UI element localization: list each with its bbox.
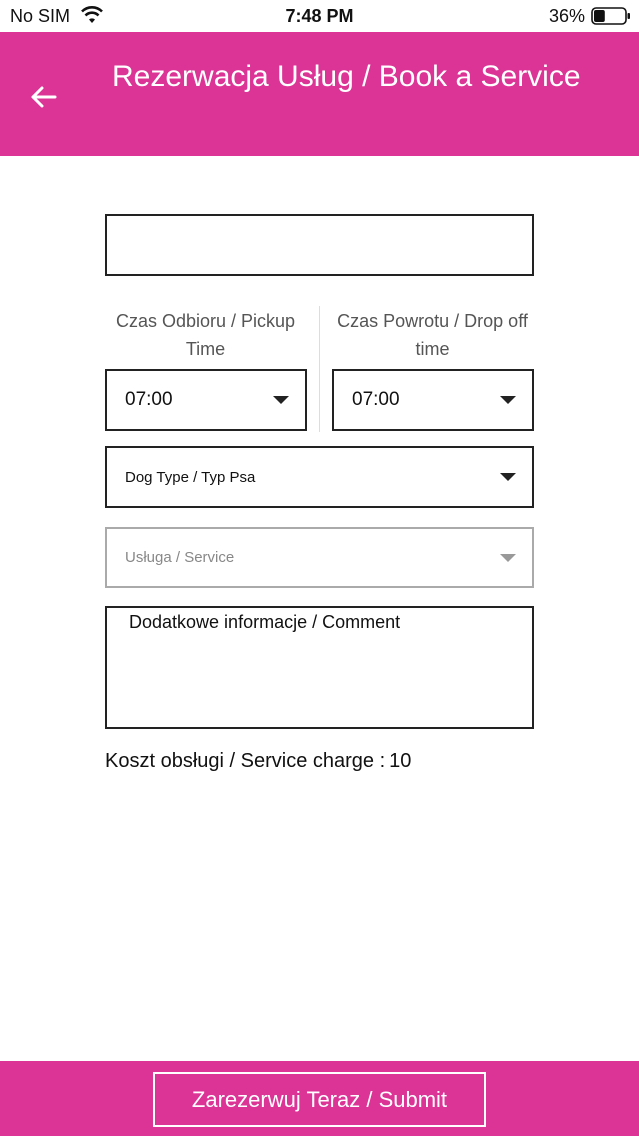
app-header [0, 32, 639, 156]
service-charge-label: Koszt obsługi / Service charge : [105, 750, 386, 772]
booking-text-input[interactable] [105, 214, 534, 276]
status-bar [0, 0, 639, 32]
divider [319, 306, 320, 432]
comment-placeholder: Dodatkowe informacje / Comment [129, 612, 401, 632]
service-select[interactable] [105, 527, 534, 588]
service-charge [105, 750, 411, 773]
pickup-time-select[interactable] [105, 369, 307, 431]
comment-textarea[interactable] [105, 606, 534, 729]
carrier-label: No SIM [10, 6, 71, 26]
arrow-left-icon [29, 85, 57, 109]
dropoff-time-select[interactable] [332, 369, 534, 431]
service-value: Usługa / Service [125, 549, 235, 566]
dropoff-time-value: 07:00 [352, 389, 400, 410]
dropdown-caret-icon [500, 396, 516, 404]
pickup-time-label: Czas Odbioru / Pickup Time [115, 311, 296, 359]
clock: 7:48 PM [285, 6, 354, 26]
dog-type-select[interactable] [105, 446, 534, 508]
battery-icon [591, 7, 631, 25]
service-charge-value: 10 [389, 750, 412, 772]
footer-bar [0, 1061, 639, 1136]
page-title: Rezerwacja Usług / Book a Service [112, 60, 581, 93]
back-button[interactable] [22, 76, 64, 118]
submit-button[interactable]: Zarezerwuj Teraz / Submit [153, 1072, 486, 1127]
pickup-time-value: 07:00 [125, 389, 173, 410]
dropdown-caret-icon [273, 396, 289, 404]
dropdown-caret-icon [500, 554, 516, 562]
battery-percent: 36% [548, 6, 585, 26]
dropdown-caret-icon [500, 473, 516, 481]
dropoff-time-label: Czas Powrotu / Drop off time [337, 311, 528, 359]
dog-type-value: Dog Type / Typ Psa [125, 468, 256, 486]
